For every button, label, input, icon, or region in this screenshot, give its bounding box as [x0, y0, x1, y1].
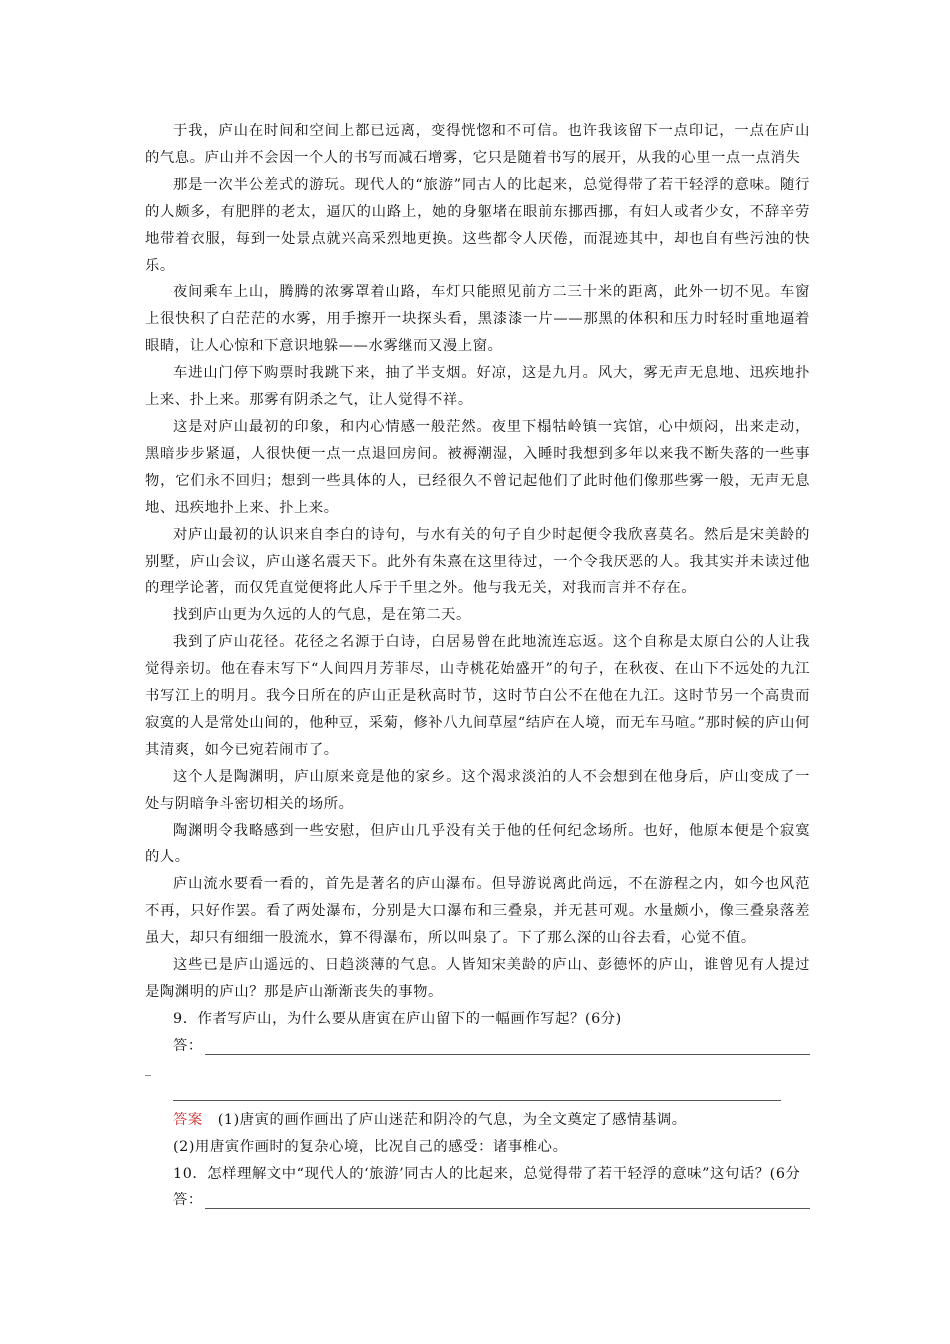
paragraph: 于我，庐山在时间和空间上都已远离，变得恍惚和不可信。也许我该留下一点印记，一点在庐山的气息。庐山并不会因一个人的书写而减石增雾，它只是随着书写的展开，从我的心里一点一点消失: [145, 123, 810, 166]
paragraph: 对庐山最初的认识来自李白的诗句，与水有关的句子自少时起便令我欣喜莫名。然后是宋美龄的别墅，庐山会议，庐山遂名震天下。此外有朱熹在这里待过，一个令我厌恶的人。我其实并未读过他的理学论著，而仅凭直觉便将此人斥于千里之外。他与我无关，对我而言并不存在。: [145, 526, 810, 597]
answer-line-q10[interactable]: [173, 1187, 810, 1214]
paragraph: 庐山流水要看一看的，首先是著名的庐山瀑布。但导游说离此尚远，不在游程之内，如今也风范不再，只好作罢。看了两处瀑布，分别是大口瀑布和三叠泉，并无甚可观。水量颇小，像三叠泉落差虽大，却只有细细一股流水，算不得瀑布，所以叫泉了。下了那么深的山谷去看，心觉不值。: [145, 876, 810, 947]
answer-prompt: 答：: [173, 1192, 203, 1209]
paragraph: 这是对庐山最初的印象，和内心情感一般茫然。夜里下榻牯岭镇一宾馆，心中烦闷，出来走动，黑暗步步紧逼，人很快便一点一点退回房间。被褥潮湿，入睡时我想到多年以来我不断失落的一些事物，它们永不回归；想到一些具体的人，已经很久不曾记起他们了此时他们像那些雾一般，无声无息地、迅疾地扑上来、扑上来。: [145, 418, 810, 516]
dash-mark: _: [145, 1061, 151, 1076]
paragraph: 夜间乘车上山，腾腾的浓雾罩着山路，车灯只能照见前方二三十米的距离，此外一切不见。车窗上很快积了白茫茫的水雾，用手擦开一块探头看，黑漆漆一片——那黑的体积和压力时轻时重地逼着眼睛，让人心惊和下意识地躲——水雾继而又漫上窗。: [145, 284, 810, 355]
answer-underline: [205, 1190, 810, 1209]
document-page: [145, 118, 810, 1214]
answer-key-text: (1)唐寅的画作画出了庐山迷茫和阴冷的气息，为全文奠定了感情基调。: [217, 1111, 687, 1128]
answer-underline: [205, 1036, 810, 1055]
answer-underline-2: [173, 1078, 781, 1101]
paragraph: 找到庐山更为久远的人的气息，是在第二天。: [173, 607, 471, 624]
paragraph: 车进山门停下购票时我跳下来，抽了半支烟。好凉，这是九月。风大，雾无声无息地、迅疾地扑上来、扑上来。那雾有阴杀之气，让人觉得不祥。: [145, 365, 810, 409]
paragraph: 这些已是庐山遥远的、日趋淡薄的气息。人皆知宋美龄的庐山、彭德怀的庐山，谁曾见有人提过是陶渊明的庐山？那是庐山渐渐丧失的事物。: [145, 957, 810, 1000]
answer-key-line-2: (2)用唐寅作画时的复杂心境，比况自己的感受：诸事椎心。: [173, 1138, 568, 1155]
paragraph: 陶渊明令我略感到一些安慰，但庐山几乎没有关于他的任何纪念场所。也好，他原本便是个寂寞的人。: [145, 822, 810, 866]
answer-prompt: 答：: [173, 1037, 203, 1054]
answer-line-q9[interactable]: [173, 1033, 810, 1060]
question-9: 9．作者写庐山，为什么要从唐寅在庐山留下的一幅画作写起？(6分): [173, 1010, 622, 1027]
paragraph: 这个人是陶渊明，庐山原来竟是他的家乡。这个渴求淡泊的人不会想到在他身后，庐山变成了一处与阴暗争斗密切相关的场所。: [145, 768, 810, 812]
answer-key-label: 答案: [173, 1111, 203, 1128]
question-10: 10．怎样理解文中“现代人的‘旅游’同古人的比起来，总觉得带了若干轻浮的意味”这句话？(6分: [173, 1165, 801, 1182]
answer-key-line-1: [145, 1107, 810, 1134]
paragraph: 我到了庐山花径。花径之名源于白诗，白居易曾在此地流连忘返。这个自称是太原白公的人让我觉得亲切。他在春末写下“人间四月芳菲尽，山寺桃花始盛开”的句子，在秋夜、在山下不远处的九江书写江上的明月。我今日所在的庐山正是秋高时节，这时节白公不在他在九江。这时节另一个高贵而寂寞的人是常处山间的，他种豆，采菊，修补八九间草屋“结庐在人境，而无车马喧。”那时候的庐山何其清爽，如今已宛若闹市了。: [145, 634, 810, 758]
paragraph: 那是一次半公差式的游玩。现代人的“旅游”同古人的比起来，总觉得带了若干轻浮的意味。随行的人颇多，有肥胖的老太，逼仄的山路上，她的身躯堵在眼前东挪西挪，有妇人或者少女，不辞辛劳地带着衣服，每到一处景点就兴高采烈地更换。这些都令人厌倦，而混迹其中，却也自有些污浊的快乐。: [145, 176, 810, 274]
